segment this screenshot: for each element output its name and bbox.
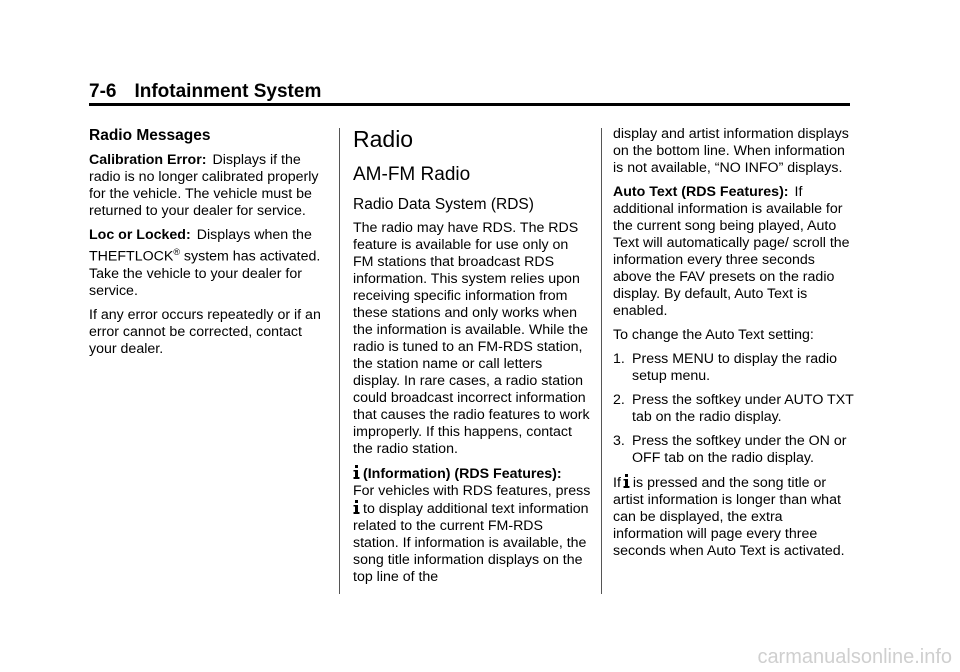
steps-list (613, 351, 855, 467)
list-item (613, 433, 855, 467)
info-features-text-a: For vehicles with RDS features, press (353, 483, 591, 499)
info-icon (353, 465, 360, 479)
step-number: 3. (613, 433, 625, 449)
section-title: Infotainment System (134, 81, 322, 102)
info-pressed-text-a: If (613, 475, 621, 491)
info-features-label: (Information) (RDS Features): (363, 466, 562, 482)
radio-heading: Radio (353, 126, 414, 152)
rds-heading: Radio Data System (RDS) (353, 196, 534, 213)
radio-messages-heading: Radio Messages (89, 127, 211, 144)
calibration-error-label: Calibration Error: (89, 152, 207, 168)
step-number: 2. (613, 392, 625, 408)
registered-mark: ® (173, 247, 180, 257)
step-text: Press the softkey under AUTO TXT tab on the radio display. (632, 392, 854, 425)
locked-text-a: Displays when the THEFTLOCK (89, 227, 312, 265)
locked-paragraph (89, 227, 329, 300)
list-item (613, 392, 855, 426)
info-icon (623, 474, 630, 488)
auto-text-text: If additional information is available for the current song being played, Auto Text will automatically page/ scroll the information every three seconds above the FAV presets on the radio display. By default, Auto Text is enabled. (613, 184, 850, 319)
auto-text-paragraph (613, 184, 855, 320)
step-text: Press the softkey under the ON or OFF tab on the radio display. (632, 433, 847, 466)
page-number: 7-6 (89, 81, 117, 102)
info-pressed-paragraph (613, 474, 855, 560)
rds-paragraph: The radio may have RDS. The RDS feature is available for use only on FM stations that broadcast RDS information. This system relies upon receiving specific information from these stations and only works when the information is available. While the radio is tuned to an FM-RDS station, the station name or call letters display. In rare cases, a radio station could broadcast incorrect information that causes the radio features to work improperly. If this happens, contact the radio station. (353, 220, 590, 457)
display-paragraph: display and artist information displays on the bottom line. When information is not available, “NO INFO” displays. (613, 126, 849, 176)
page-header (89, 80, 321, 104)
auto-text-label: Auto Text (RDS Features): (613, 184, 789, 200)
list-item (613, 351, 855, 385)
step-number: 1. (613, 351, 625, 367)
am-fm-radio-heading: AM-FM Radio (353, 164, 471, 185)
info-icon (353, 500, 360, 514)
error-paragraph: If any error occurs repeatedly or if an error cannot be corrected, contact your dealer. (89, 306, 321, 357)
header-rule (89, 103, 850, 106)
column-1 (89, 126, 329, 365)
column-divider-1 (339, 128, 340, 594)
calibration-error-paragraph (89, 152, 329, 220)
step-text: Press MENU to display the radio setup menu. (632, 351, 838, 384)
calibration-error-text: Displays if the radio is no longer calibrated properly for the vehicle. The vehicle must be returned to your dealer for service. (89, 152, 319, 219)
info-features-text-b: to display additional text information related to the current FM-RDS station. If information is available, the song title information displays on the top line of the (353, 501, 589, 585)
info-pressed-text-b: is pressed and the song title or artist information is longer than what can be displayed, the extra information will page every three seconds when Auto Text is activated. (613, 475, 845, 559)
column-2 (353, 124, 591, 593)
column-3 (613, 126, 855, 567)
column-divider-2 (601, 128, 602, 594)
info-features-paragraph (353, 465, 591, 586)
locked-text-b: system has activated. Take the vehicle to your dealer for service. (89, 248, 321, 299)
watermark: carmanualsonline.info (757, 646, 952, 668)
change-setting-paragraph: To change the Auto Text setting: (613, 327, 814, 343)
locked-label: Loc or Locked: (89, 227, 191, 243)
